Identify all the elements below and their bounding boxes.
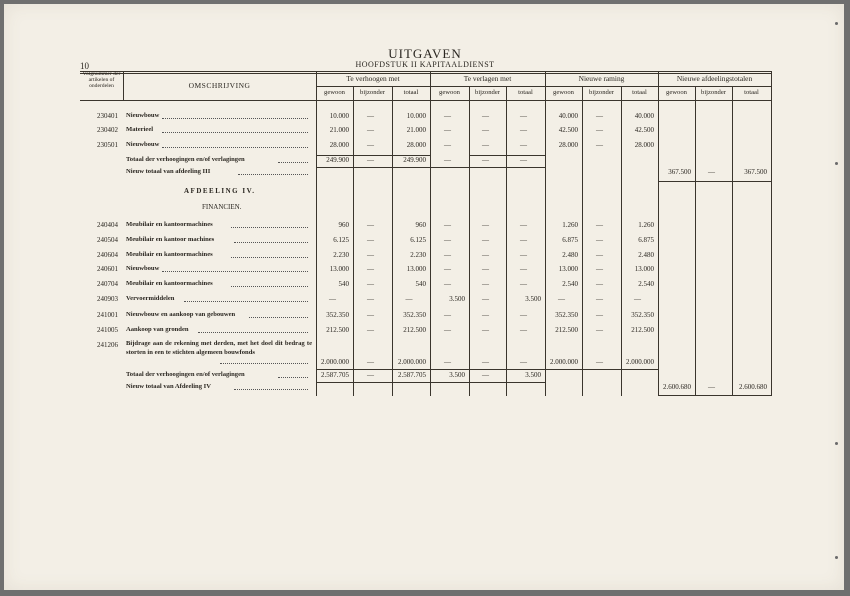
amount-cell: — <box>367 265 374 273</box>
article-number: 240704 <box>97 280 118 288</box>
amount-cell: — <box>520 265 527 273</box>
row-description: Nieuwbouw en aankoop van gebouwen <box>126 311 236 318</box>
amount-cell: — <box>596 311 603 319</box>
leader-dots <box>249 317 308 318</box>
amount-cell: — <box>482 326 489 334</box>
amount-cell: 960 <box>415 221 426 229</box>
article-column-header: Volgnummer der artikelen of onderdelen <box>82 71 121 89</box>
punch-hole <box>835 556 838 559</box>
total-rule <box>316 382 545 383</box>
row-description: Meubilair en kantoormachines <box>126 221 213 228</box>
subcolumn-header: totaal <box>403 89 419 96</box>
row-description: Nieuwbouw <box>126 265 160 272</box>
amount-cell: — <box>367 311 374 319</box>
article-number: 240903 <box>97 295 118 303</box>
amount-cell: — <box>482 156 489 164</box>
article-number: 230401 <box>97 112 118 120</box>
subtotal-rule <box>545 369 658 370</box>
amount-cell: — <box>367 112 374 120</box>
amount-cell: 352.350 <box>555 311 578 319</box>
subcolumn-header: bijzonder <box>360 89 385 96</box>
amount-cell: — <box>482 236 489 244</box>
amount-cell: — <box>596 236 603 244</box>
amount-cell: — <box>596 126 603 134</box>
subtotal-rule <box>316 155 430 156</box>
amount-cell: — <box>482 358 489 366</box>
amount-cell: 13.000 <box>634 265 654 273</box>
group-divider <box>771 71 772 396</box>
article-number: 230501 <box>97 141 118 149</box>
amount-cell: — <box>367 371 374 379</box>
leader-dots <box>231 286 308 287</box>
subcolumn-header: totaal <box>632 89 647 96</box>
row-description: Nieuw totaal van Afdeeling IV <box>126 383 211 390</box>
row-description: Meubilair en kantoor machines <box>126 236 215 243</box>
amount-cell: — <box>708 383 715 391</box>
leader-dots <box>198 332 308 333</box>
amount-cell: — <box>596 265 603 273</box>
amount-cell: — <box>405 295 413 303</box>
amount-cell: — <box>367 295 374 303</box>
row-description: Nieuw totaal van afdeeling III <box>126 168 211 175</box>
amount-cell: — <box>367 221 374 229</box>
punch-hole <box>835 442 838 445</box>
amount-cell: — <box>596 251 603 259</box>
group-header-rule <box>316 86 771 87</box>
amount-cell: — <box>444 156 451 164</box>
subtotal-rule <box>316 369 545 370</box>
amount-cell: — <box>367 251 374 259</box>
amount-cell: — <box>520 126 527 134</box>
amount-cell: — <box>596 141 603 149</box>
row-description: Nieuwbouw <box>126 141 160 148</box>
leader-dots <box>234 242 308 243</box>
row-description: Meubilair en kantoormachines <box>126 251 213 258</box>
amount-cell: 249.900 <box>403 156 426 164</box>
leader-dots <box>238 174 308 175</box>
amount-cell: 6.125 <box>333 236 349 244</box>
subcolumn-header: bijzonder <box>589 89 614 96</box>
section-title: AFDEELING IV. <box>184 187 256 195</box>
amount-cell: 249.900 <box>326 156 349 164</box>
row-description: Meubilair en kantoormachines <box>126 280 213 287</box>
amount-cell: — <box>558 295 565 303</box>
leader-dots <box>231 227 308 228</box>
amount-cell: 3.500 <box>449 295 465 303</box>
amount-cell: 2.480 <box>638 251 654 259</box>
amount-cell: — <box>520 326 527 334</box>
amount-cell: 212.500 <box>555 326 578 334</box>
section-subtitle: FINANCIEN. <box>202 203 242 211</box>
budget-table <box>80 71 771 396</box>
amount-cell: 2.600.680 <box>739 383 767 391</box>
amount-cell: 40.000 <box>558 112 578 120</box>
amount-cell: 540 <box>415 280 426 288</box>
amount-cell: 2.000.000 <box>398 358 426 366</box>
amount-cell: 352.350 <box>403 311 426 319</box>
page-number: 10 <box>80 61 89 71</box>
article-number: 240404 <box>97 221 118 229</box>
amount-cell: 21.000 <box>406 126 426 134</box>
group-divider <box>658 71 659 396</box>
amount-cell: 352.350 <box>631 311 654 319</box>
amount-cell: — <box>596 326 603 334</box>
page-title: UITGAVEN <box>388 46 462 61</box>
total-rule <box>658 395 771 396</box>
description-column-header: OMSCHRIJVING <box>188 81 251 90</box>
row-description: Totaal der verhoogingen en/of verlagingen <box>126 371 245 378</box>
subcolumn-header: bijzonder <box>701 89 726 96</box>
leader-dots <box>162 147 308 148</box>
amount-cell: 2.000.000 <box>626 358 654 366</box>
amount-cell: — <box>634 295 641 303</box>
group-header: Te verlagen met <box>463 74 512 83</box>
amount-cell: — <box>520 311 527 319</box>
amount-cell: 2.587.705 <box>398 371 426 379</box>
amount-cell: 2.587.705 <box>321 371 349 379</box>
amount-cell: 212.500 <box>403 326 426 334</box>
amount-cell: — <box>482 371 489 379</box>
amount-cell: — <box>329 295 336 303</box>
amount-cell: — <box>482 141 489 149</box>
amount-cell: — <box>367 126 374 134</box>
amount-cell: 2.600.680 <box>663 383 691 391</box>
column-divider <box>732 86 733 396</box>
page-subtitle: HOOFDSTUK II KAPITAALDIENST <box>355 60 495 69</box>
article-number: 240504 <box>97 236 118 244</box>
amount-cell: 6.125 <box>410 236 426 244</box>
subcolumn-header: totaal <box>518 89 533 96</box>
row-description: Vervoermiddelen <box>126 295 175 302</box>
amount-cell: 10.000 <box>329 112 349 120</box>
amount-cell: 42.500 <box>558 126 578 134</box>
total-rule <box>658 181 771 182</box>
amount-cell: — <box>596 112 603 120</box>
amount-cell: — <box>444 311 451 319</box>
amount-cell: — <box>520 358 527 366</box>
table-top-rule <box>80 73 771 74</box>
article-number: 230402 <box>97 126 118 134</box>
amount-cell: — <box>520 156 527 164</box>
amount-cell: — <box>708 168 715 176</box>
group-header: Nieuwe raming <box>578 74 625 83</box>
amount-cell: 212.500 <box>631 326 654 334</box>
amount-cell: — <box>520 251 527 259</box>
amount-cell: 212.500 <box>326 326 349 334</box>
amount-cell: — <box>367 141 374 149</box>
amount-cell: 21.000 <box>329 126 349 134</box>
amount-cell: 2.000.000 <box>321 358 349 366</box>
amount-cell: 2.480 <box>562 251 578 259</box>
amount-cell: 3.500 <box>449 371 465 379</box>
subcolumn-header: bijzonder <box>475 89 500 96</box>
article-number: 240601 <box>97 265 118 273</box>
amount-cell: — <box>444 221 451 229</box>
amount-cell: — <box>520 236 527 244</box>
leader-dots <box>162 118 308 119</box>
amount-cell: 1.260 <box>638 221 654 229</box>
amount-cell: 2.540 <box>562 280 578 288</box>
amount-cell: 352.350 <box>326 311 349 319</box>
amount-cell: — <box>367 156 374 164</box>
amount-cell: 367.500 <box>744 168 767 176</box>
amount-cell: 2.000.000 <box>550 358 578 366</box>
total-rule <box>316 167 545 168</box>
subcolumn-header: gewoon <box>324 89 345 96</box>
amount-cell: 42.500 <box>634 126 654 134</box>
amount-cell: 960 <box>338 221 349 229</box>
amount-cell: — <box>596 280 603 288</box>
leader-dots <box>278 162 308 163</box>
table-top-rule <box>80 71 771 72</box>
subcolumn-header: gewoon <box>553 89 574 96</box>
column-divider <box>695 86 696 396</box>
amount-cell: — <box>482 295 489 303</box>
amount-cell: 2.230 <box>333 251 349 259</box>
amount-cell: — <box>596 295 603 303</box>
amount-cell: — <box>444 236 451 244</box>
amount-cell: — <box>367 236 374 244</box>
amount-cell: 6.875 <box>562 236 578 244</box>
amount-cell: — <box>367 280 374 288</box>
leader-dots <box>231 257 308 258</box>
amount-cell: — <box>444 126 451 134</box>
amount-cell: — <box>482 221 489 229</box>
amount-cell: — <box>482 265 489 273</box>
amount-cell: 3.500 <box>525 295 541 303</box>
amount-cell: — <box>367 326 374 334</box>
row-description: Materieel <box>126 126 154 133</box>
amount-cell: — <box>520 112 527 120</box>
amount-cell: — <box>482 311 489 319</box>
amount-cell: 28.000 <box>329 141 349 149</box>
amount-cell: 6.875 <box>638 236 654 244</box>
row-description: Nieuwbouw <box>126 112 160 119</box>
amount-cell: — <box>444 112 451 120</box>
amount-cell: — <box>520 280 527 288</box>
amount-cell: 13.000 <box>329 265 349 273</box>
amount-cell: 2.540 <box>638 280 654 288</box>
punch-hole <box>835 22 838 25</box>
amount-cell: — <box>520 141 527 149</box>
leader-dots <box>220 363 308 364</box>
punch-hole <box>835 162 838 165</box>
amount-cell: 10.000 <box>406 112 426 120</box>
row-description: Totaal der verhoogingen en/of verlagingen <box>126 156 245 163</box>
group-header: Te verhoogen met <box>346 74 400 83</box>
amount-cell: 3.500 <box>525 371 541 379</box>
amount-cell: — <box>444 358 451 366</box>
article-number: 240604 <box>97 251 118 259</box>
amount-cell: — <box>596 358 603 366</box>
amount-cell: 367.500 <box>668 168 691 176</box>
amount-cell: — <box>367 358 374 366</box>
amount-cell: 28.000 <box>634 141 654 149</box>
leader-dots <box>184 301 308 302</box>
amount-cell: 1.260 <box>562 221 578 229</box>
amount-cell: 28.000 <box>406 141 426 149</box>
amount-cell: — <box>482 126 489 134</box>
group-header: Nieuwe afdeelingstotalen <box>676 74 753 83</box>
header-bottom-rule <box>80 100 771 101</box>
amount-cell: 540 <box>338 280 349 288</box>
subcolumn-header: gewoon <box>439 89 460 96</box>
leader-dots <box>162 132 308 133</box>
amount-cell: — <box>444 326 451 334</box>
article-number: 241206 <box>97 341 118 349</box>
amount-cell: 2.230 <box>410 251 426 259</box>
amount-cell: — <box>596 221 603 229</box>
subcolumn-header: totaal <box>744 89 759 96</box>
amount-cell: 13.000 <box>558 265 578 273</box>
amount-cell: — <box>444 251 451 259</box>
row-description: Bijdrage aan de rekening met derden, met het doel dit bedrag te storten in een te stichten algemeen bouwfonds <box>126 340 312 356</box>
amount-cell: — <box>482 112 489 120</box>
amount-cell: — <box>444 141 451 149</box>
article-number: 241005 <box>97 326 118 334</box>
leader-dots <box>162 271 308 272</box>
article-number: 241001 <box>97 311 118 319</box>
leader-dots <box>278 377 308 378</box>
subtotal-rule <box>469 155 545 156</box>
amount-cell: — <box>444 280 451 288</box>
amount-cell: 40.000 <box>634 112 654 120</box>
amount-cell: 28.000 <box>558 141 578 149</box>
amount-cell: — <box>444 265 451 273</box>
subcolumn-header: gewoon <box>666 89 687 96</box>
leader-dots <box>234 389 308 390</box>
amount-cell: — <box>482 251 489 259</box>
row-description: Aankoop van gronden <box>126 326 189 333</box>
amount-cell: — <box>482 280 489 288</box>
amount-cell: — <box>520 221 527 229</box>
amount-cell: 13.000 <box>406 265 426 273</box>
